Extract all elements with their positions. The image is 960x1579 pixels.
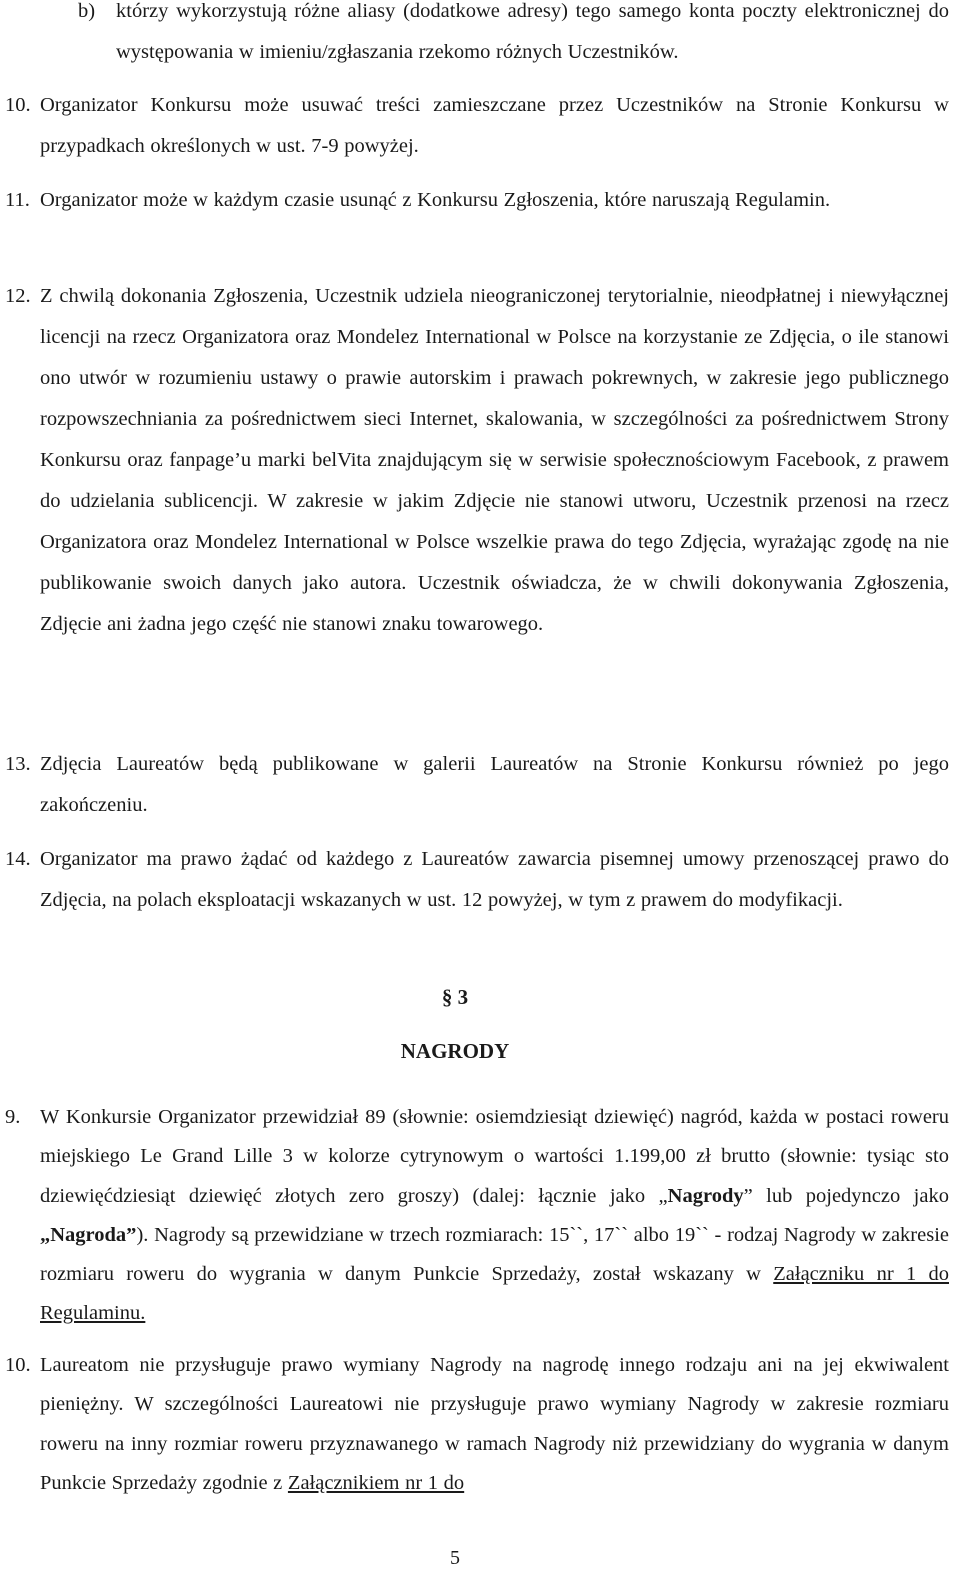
section-title: NAGRODY (400, 1039, 510, 1063)
list-item-text: Organizator Konkursu może usuwać treści zamieszczane przez Uczestników na Stronie Konkursu w przypadkach określonych w ust. 7-9 powyżej. (40, 94, 949, 157)
list-item-number: 10. (5, 1354, 31, 1376)
list-item-text: Organizator ma prawo żądać od każdego z Laureatów zawarcia pisemnej umowy przenoszącej prawo do Zdjęcia, na polach eksploatacji wskazanych w ust. 12 powyżej, w tym z prawem do modyfikacji. (40, 848, 949, 911)
page-number: 5 (450, 1547, 460, 1569)
prize-text-part: ). Nagrody są przewidziane w trzech rozmiarach: 15``, 17`` albo 19`` - rodzaj Nagrody w zakresie rozmiaru roweru do wygrania w danym Punkcie Sprzedaży, został wskazany w (40, 1223, 949, 1286)
list-item-number: 11. (5, 189, 30, 211)
prize-term-bold: Nagrody (667, 1184, 744, 1207)
list-item-number: 12. (5, 285, 31, 307)
list-item-text: którzy wykorzystują różne aliasy (dodatkowe adresy) tego samego konta poczty elektronicznej do występowania w imieniu/zgłaszania rzekomo różnych Uczestników. (116, 0, 949, 63)
list-item-text (40, 1098, 949, 1334)
list-item-number: 10. (5, 94, 31, 116)
list-item-number: 13. (5, 753, 31, 775)
list-item-text: Z chwilą dokonania Zgłoszenia, Uczestnik udziela nieograniczonej terytorialnie, nieodpłatnej i niewyłącznej licencji na rzecz Organizatora oraz Mondelez International w Polsce na korzystanie ze Zdjęcia, o ile stanowi ono utwór w rozumieniu ustawy o prawie autorskim i prawach pokrewnych, w zakresie jego publicznego rozpowszechniania za pośrednictwem sieci Internet, skalowania, w szczególności za pośrednictwem Strony Konkursu oraz fanpage’u marki belVita znajdującym się w serwisie społecznościowym Facebook, z prawem do udzielania sublicencji. W zakresie w jakim Zdjęcie nie stanowi utworu, Uczestnik przenosi na rzecz Organizatora oraz Mondelez International w Polsce wszelkie prawa do tego Zdjęcia, wyrażając zgodę na nie publikowanie swoich danych jako autora. Uczestnik oświadcza, że w chwili dokonywania Zgłoszenia, Zdjęcie ani żadna jego część nie stanowi znaku towarowego. (40, 285, 949, 635)
prize-text-part: Laureatom nie przysługuje prawo wymiany Nagrody na nagrodę innego rodzaju ani na jej ekwiwalent pieniężny. W szczególności Laureatowi nie przysługuje prawo wymiany Nagrody w zakresie rozmiaru roweru na inny rozmiar roweru przyznawanego w ramach Nagrody niż przewidziany do wygrania w danym Punkcie Sprzedaży zgodnie z (40, 1354, 949, 1494)
prize-text-part: ” lub pojedynczo jako (743, 1184, 949, 1207)
list-item-number: 14. (5, 848, 31, 870)
list-item-number: b) (78, 0, 96, 22)
list-item-text: Zdjęcia Laureatów będą publikowane w galerii Laureatów na Stronie Konkursu również po jego zakończeniu. (40, 753, 949, 816)
section-number: § 3 (441, 985, 469, 1009)
list-item-text (40, 1346, 949, 1503)
list-item-text: Organizator może w każdym czasie usunąć z Konkursu Zgłoszenia, które naruszają Regulamin. (40, 189, 831, 211)
attachment-reference-link: Załączniku nr 1 do Regulaminu. (40, 1263, 949, 1325)
prize-term-bold: „Nagroda” (40, 1223, 137, 1246)
list-item-number: 9. (5, 1106, 21, 1128)
attachment-reference-link: Załącznikiem nr 1 do (287, 1471, 465, 1494)
prize-text-part: W Konkursie Organizator przewidział 89 (słownie: osiemdziesiąt dziewięć) nagród, każda w postaci roweru miejskiego Le Grand Lille 3 w kolorze cytrynowym o wartości 1.199,00 zł brutto (słownie: tysiąc sto dziewięćdziesiąt dziewięć złotych zero groszy) (dalej: łącznie jako „ (40, 1106, 949, 1207)
